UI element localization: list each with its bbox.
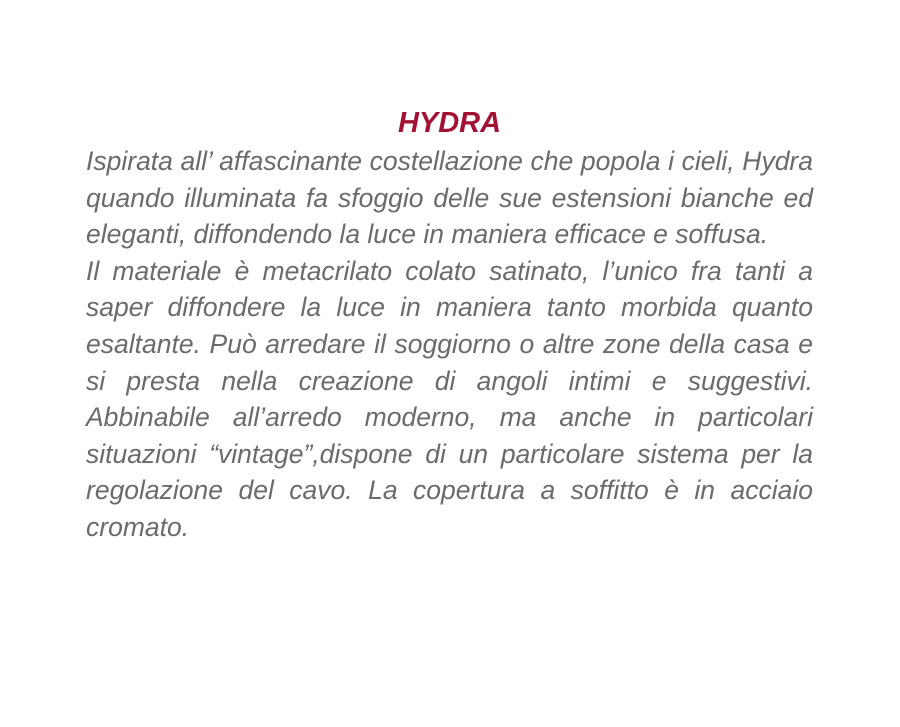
product-description bbox=[86, 103, 813, 546]
description-paragraph-1: Ispirata all’ affascinante costellazione che popola i cieli, Hydra quando illuminata fa sfoggio delle sue estensioni bianche ed eleganti, diffondendo la luce in maniera efficace e soffusa. bbox=[86, 146, 813, 250]
description-paragraph-2: Il materiale è metacrilato colato satinato, l’unico fra tanti a saper diffondere la luce in maniera tanto morbida quanto esaltante. Può arredare il soggiorno o altre zone della casa e si presta nella creazione di angoli intimi e suggestivi. Abbinabile all’arredo moderno, ma anche in particolari situazioni “vintage”,dispone di un particolare sistema per la regolazione del cavo. La copertura a soffitto è in acciaio cromato. bbox=[86, 255, 813, 542]
product-title: HYDRA bbox=[397, 107, 502, 139]
